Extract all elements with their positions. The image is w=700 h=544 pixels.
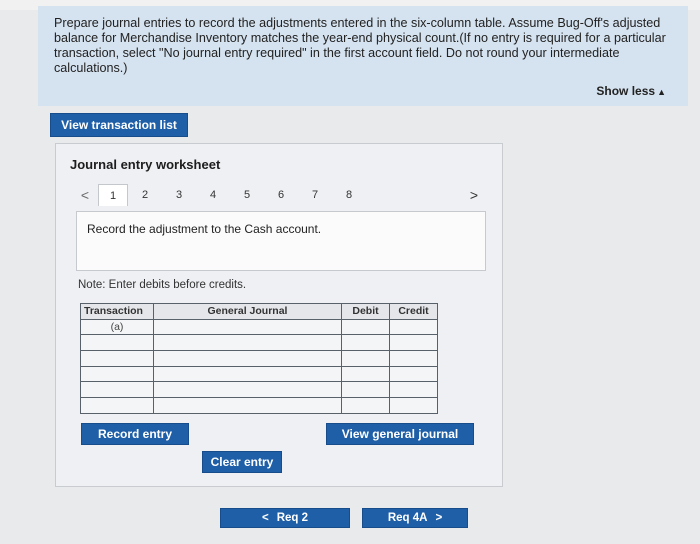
transaction-cell — [81, 398, 154, 414]
tab-2[interactable]: 2 — [141, 189, 149, 201]
chevron-left-icon: < — [261, 512, 269, 524]
chevron-right-icon: > — [435, 512, 443, 524]
record-entry-button[interactable]: Record entry — [81, 423, 189, 445]
credit-cell[interactable] — [390, 335, 438, 351]
tab-6[interactable]: 6 — [277, 189, 285, 201]
account-cell[interactable] — [154, 351, 342, 367]
account-cell[interactable] — [154, 398, 342, 414]
transaction-cell: (a) — [81, 319, 154, 335]
account-cell[interactable] — [154, 366, 342, 382]
header-general-journal: General Journal — [154, 304, 342, 320]
view-transaction-list-button[interactable]: View transaction list — [50, 113, 188, 137]
header-transaction: Transaction — [81, 304, 154, 320]
tab-5[interactable]: 5 — [243, 189, 251, 201]
debit-cell[interactable] — [342, 382, 390, 398]
prev-req-button[interactable] — [220, 508, 350, 528]
header-credit: Credit — [390, 304, 438, 320]
worksheet-tabs — [72, 184, 487, 206]
debit-cell[interactable] — [342, 319, 390, 335]
account-cell[interactable] — [154, 335, 342, 351]
debit-cell[interactable] — [342, 366, 390, 382]
journal-table — [80, 303, 438, 414]
account-cell[interactable] — [154, 319, 342, 335]
next-req-button[interactable] — [362, 508, 468, 528]
prompt-box — [76, 211, 486, 271]
debit-cell[interactable] — [342, 398, 390, 414]
transaction-cell — [81, 351, 154, 367]
credit-cell[interactable] — [390, 319, 438, 335]
prev-req-label: Req 2 — [276, 512, 309, 524]
credit-cell[interactable] — [390, 366, 438, 382]
clear-entry-button[interactable]: Clear entry — [202, 451, 282, 473]
worksheet-title: Journal entry worksheet — [70, 157, 221, 172]
debit-cell[interactable] — [342, 351, 390, 367]
tab-8[interactable]: 8 — [345, 189, 353, 201]
table-row — [81, 382, 438, 398]
chevron-right-icon[interactable]: > — [469, 187, 479, 203]
prompt-text: Record the adjustment to the Cash account. — [87, 222, 322, 236]
view-general-journal-button[interactable]: View general journal — [326, 423, 474, 445]
account-cell[interactable] — [154, 382, 342, 398]
credit-cell[interactable] — [390, 382, 438, 398]
show-less-toggle[interactable] — [596, 84, 666, 100]
transaction-cell — [81, 335, 154, 351]
triangle-up-icon: ▲ — [657, 87, 666, 97]
instructions-text: Prepare journal entries to record the adjustments entered in the six-column table. Assume Bug-Off's adjusted balance for Merchandise Inventory matches the year-end physical count.(If no entry is required for a particular transaction, select "No journal entry required" in the first account field. Do not round your intermediate calculations.) — [54, 16, 666, 75]
transaction-cell — [81, 366, 154, 382]
debit-cell[interactable] — [342, 335, 390, 351]
tab-1[interactable]: 1 — [98, 184, 128, 206]
note-text: Note: Enter debits before credits. — [78, 279, 247, 291]
table-row — [81, 351, 438, 367]
table-row — [81, 319, 438, 335]
chevron-left-icon[interactable]: < — [80, 187, 90, 203]
tab-3[interactable]: 3 — [175, 189, 183, 201]
table-row — [81, 366, 438, 382]
tab-7[interactable]: 7 — [311, 189, 319, 201]
header-debit: Debit — [342, 304, 390, 320]
table-row — [81, 335, 438, 351]
instructions-panel — [38, 6, 688, 106]
next-req-label: Req 4A — [387, 512, 428, 524]
transaction-cell — [81, 382, 154, 398]
show-less-label[interactable]: Show less — [596, 84, 656, 98]
credit-cell[interactable] — [390, 398, 438, 414]
credit-cell[interactable] — [390, 351, 438, 367]
table-row — [81, 398, 438, 414]
tab-4[interactable]: 4 — [209, 189, 217, 201]
